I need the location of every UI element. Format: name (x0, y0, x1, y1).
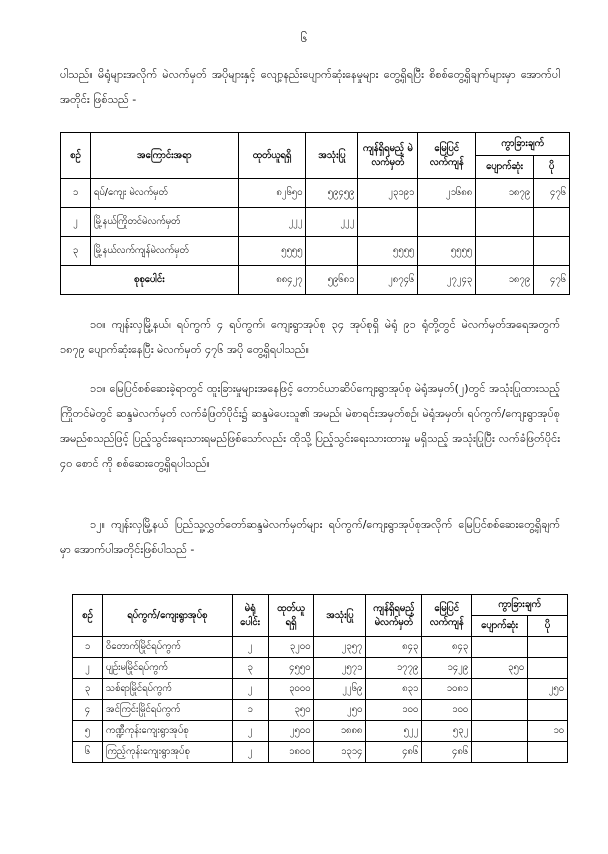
cell-subject: မြို့နယ်လက်ကျန်မဲလက်မှတ် (90, 237, 238, 266)
cell-extra (528, 658, 568, 679)
cell-received: ၂၂၂ (238, 208, 306, 237)
cell-extra: ၂၅၀ (528, 679, 568, 700)
cell-missing (472, 637, 528, 658)
cell-used: ၂၅၇၁ (314, 658, 366, 679)
cell-total-used: ၅၉၆၈၁ (306, 266, 358, 295)
cell-received: ၄၅၅၀ (268, 658, 314, 679)
col-header-extra: ပို (528, 616, 568, 637)
ballot-summary-table (60, 132, 570, 295)
cell-verified: ၄၈၆ (422, 742, 472, 763)
cell-area: ကြည့်ကုန်းကျေးရွာအုပ်စု (102, 742, 232, 763)
cell-stations: ၃ (232, 658, 268, 679)
table-total-row (61, 266, 570, 295)
cell-missing (472, 679, 528, 700)
cell-no: ၄ (73, 700, 103, 721)
cell-verified: ၁၀၀ (422, 700, 472, 721)
col-header-received: ထုတ်ယူရရှိ (238, 133, 306, 179)
cell-extra (528, 637, 568, 658)
cell-remaining: ၄၈၆ (366, 742, 422, 763)
cell-no: ၃ (61, 237, 91, 266)
cell-total-label: စုစုပေါင်း (61, 266, 239, 295)
col-header-remaining: ကျန်ရှိရမည့် မဲလက်မှတ် (358, 133, 418, 179)
cell-remaining: ၈၄၃ (366, 637, 422, 658)
cell-verified: ၅၅၅၅ (418, 237, 476, 266)
table-row (73, 679, 568, 700)
col-header-no: စဉ် (73, 595, 103, 637)
cell-stations: ၂ (232, 679, 268, 700)
col-header-area: ရပ်ကွက်/ကျေးရွာအုပ်စု (102, 595, 232, 637)
cell-total-remaining: ၂၈၇၄၆ (358, 266, 418, 295)
table-row (73, 658, 568, 679)
cell-no: ၁ (73, 637, 103, 658)
cell-no: ၆ (73, 742, 103, 763)
cell-remaining: ၁၇၇၉ (366, 658, 422, 679)
col-header-difference: ကွာခြားချက် (472, 595, 568, 616)
cell-missing (472, 742, 528, 763)
table-row (61, 237, 570, 266)
cell-verified: ၈၄၃ (422, 637, 472, 658)
cell-used (306, 237, 358, 266)
cell-received: ၃၀၀၀ (268, 679, 314, 700)
cell-used: ၂၅၀ (314, 700, 366, 721)
cell-verified (418, 208, 476, 237)
cell-stations: ၁ (232, 700, 268, 721)
col-header-remaining: ကျန်ရှိရမည့် မဲလက်မှတ် (366, 595, 422, 637)
cell-area: သစ်ရာမြိုင်ရပ်ကွက် (102, 679, 232, 700)
table-row (73, 721, 568, 742)
col-header-stations: မဲရုံ ပေါင်း (232, 595, 268, 637)
cell-extra (528, 700, 568, 721)
cell-received: ၂၅၀၀ (268, 721, 314, 742)
col-header-verified: မြေပြင် လက်ကျန် (418, 133, 476, 179)
cell-no: ၅ (73, 721, 103, 742)
cell-extra (534, 237, 570, 266)
col-header-used: အသုံးပြု (306, 133, 358, 179)
paragraph-11: ၁၁။ မြေပြင်စစ်ဆေးခဲ့ရာတွင် ထူးခြားမှုများအနေဖြင့် တောင်ယာဆိပ်ကျေးရွာအုပ်စု မဲရုံအမှတ်(၂)တွင် အသုံးပြုထားသည့် ကြိုတင်မဲတွင် ဆန္ဒမဲလက်မှတ် လက်ခံဖြတ်ပိုင်း၌ ဆန္ဒမဲပေးသူ၏ အမည်၊ မဲစာရင်းအမှတ်စဉ်၊ မဲရုံအမှတ်၊ ရပ်ကွက်/ကျေးရွာအုပ်စုအမည်စသည်ဖြင့် ပြည့်သွင်းရေးသားရမည်ဖြစ်သော်လည်း ထိုသို့ ပြည့်သွင်းရေးသားထားမှု မရှိသည့် အသုံးပြုပြီး လက်ခံဖြတ်ပိုင်း ၄၀ စောင် ကို စစ်ဆေးတွေ့ရှိရပါသည်။ (60, 382, 560, 470)
cell-received: ၅၅၅၅ (238, 237, 306, 266)
cell-remaining: ၈၃၁ (366, 679, 422, 700)
cell-stations: ၂ (232, 742, 268, 763)
cell-subject: မြို့နယ်ကြိုတင်မဲလက်မှတ် (90, 208, 238, 237)
cell-subject: ရပ်/ကျေး မဲလက်မှတ် (90, 179, 238, 208)
cell-remaining: ၅၅၅၅ (358, 237, 418, 266)
cell-area: အင်ကြင်းမြိုင်ရပ်ကွက် (102, 700, 232, 721)
cell-missing (476, 208, 534, 237)
cell-remaining: ၅၂၂ (366, 721, 422, 742)
table-row (73, 637, 568, 658)
col-header-received: ထုတ်ယူ ရရှိ (268, 595, 314, 637)
paragraph-12: ၁၂။ ကျန်းလှမြို့နယ် ပြည်သူ့လွှတ်တော်ဆန္ဒမဲလက်မှတ်များ ရပ်ကွက်/ကျေးရွာအုပ်စုအလိုက် မြေပြင်စစ်ဆေးတွေ့ရှိချက်မှာ အောက်ပါအတိုင်းဖြစ်ပါသည် - (60, 518, 560, 556)
cell-no: ၂ (61, 208, 91, 237)
cell-used: ၂၂၆၉ (314, 679, 366, 700)
cell-verified: ၁၄၂၉ (422, 658, 472, 679)
cell-remaining (358, 208, 418, 237)
cell-received: ၈၂၆၅၀ (238, 179, 306, 208)
cell-missing: ၁၈၇၉ (476, 179, 534, 208)
page-number: ၆ (300, 31, 308, 45)
col-header-verified: မြေပြင် လက်ကျန် (422, 595, 472, 637)
table-row (73, 742, 568, 763)
cell-area: ကဏ္ဍီကုန်းကျေးရွာအုပ်စု (102, 721, 232, 742)
table-row (61, 179, 570, 208)
cell-missing (472, 700, 528, 721)
col-header-missing: ပျောက်ဆုံး (476, 156, 534, 179)
col-header-used: အသုံးပြု (314, 595, 366, 637)
col-header-extra: ပို (534, 156, 570, 179)
cell-used: ၅၉၄၅၉ (306, 179, 358, 208)
cell-stations: ၂ (232, 721, 268, 742)
cell-extra (528, 742, 568, 763)
cell-total-extra: ၄၇၆ (534, 266, 570, 295)
cell-extra: ၄၇၆ (534, 179, 570, 208)
cell-used: ၂၂၂ (306, 208, 358, 237)
paragraph-10: ၁၀။ ကျန်းလှမြို့နယ်၊ ရပ်ကွက် ၄ ရပ်ကွက်၊ ကျေးရွာအုပ်စု ၃၄ အုပ်စုရှိ မဲရုံ ၉၁ ရုံတို့တွင် မဲလက်မှတ်အရေအတွက် ၁၈၇၉ ပျောက်ဆုံးနေပြီး မဲလက်မှတ် ၄၇၆ အပို တွေ့ရှိရပါသည်။ (60, 318, 560, 356)
cell-no: ၃ (73, 679, 103, 700)
intro-paragraph: ပါသည်။ မိရုံများအလိုက် မဲလက်မှတ် အပိုများနှင့် လျော့နည်းပျောက်ဆုံးနေမှုများ တွေ့ရှိရပြီး စိစစ်တွေ့ရှိချက်များမှာ အောက်ပါအတိုင်း ဖြစ်သည် - (60, 68, 560, 106)
cell-missing (472, 721, 528, 742)
cell-stations: ၂ (232, 637, 268, 658)
cell-remaining: ၁၀၀ (366, 700, 422, 721)
cell-missing (476, 237, 534, 266)
cell-area: ပျဉ်းမမြိုင်ရပ်ကွက် (102, 658, 232, 679)
cell-missing: ၃၅၀ (472, 658, 528, 679)
cell-used: ၁၈၈၈ (314, 721, 366, 742)
col-header-difference: ကွာခြားချက် (476, 133, 570, 156)
cell-verified: ၂၁၆၈၈ (418, 179, 476, 208)
cell-used: ၁၃၁၄ (314, 742, 366, 763)
cell-no: ၂ (73, 658, 103, 679)
ward-village-table (72, 594, 568, 763)
cell-received: ၃၅၀ (268, 700, 314, 721)
cell-extra (534, 208, 570, 237)
col-header-missing: ပျောက်ဆုံး (472, 616, 528, 637)
col-header-subject: အကြောင်းအရာ (90, 133, 238, 179)
table-row (61, 208, 570, 237)
cell-no: ၁ (61, 179, 91, 208)
cell-total-received: ၈၈၄၂၇ (238, 266, 306, 295)
cell-received: ၁၈၀၀ (268, 742, 314, 763)
col-header-no: စဉ် (61, 133, 91, 179)
cell-verified: ၁၀၈၁ (422, 679, 472, 700)
cell-total-missing: ၁၈၇၉ (476, 266, 534, 295)
cell-total-verified: ၂၇၂၄၃ (418, 266, 476, 295)
cell-received: ၃၂၀၀ (268, 637, 314, 658)
cell-area: ဝိတောက်မြိုင်ရပ်ကွက် (102, 637, 232, 658)
cell-remaining: ၂၃၁၉၁ (358, 179, 418, 208)
cell-extra: ၁၀ (528, 721, 568, 742)
table-row (73, 700, 568, 721)
cell-used: ၂၃၅၇ (314, 637, 366, 658)
cell-verified: ၅၃၂ (422, 721, 472, 742)
